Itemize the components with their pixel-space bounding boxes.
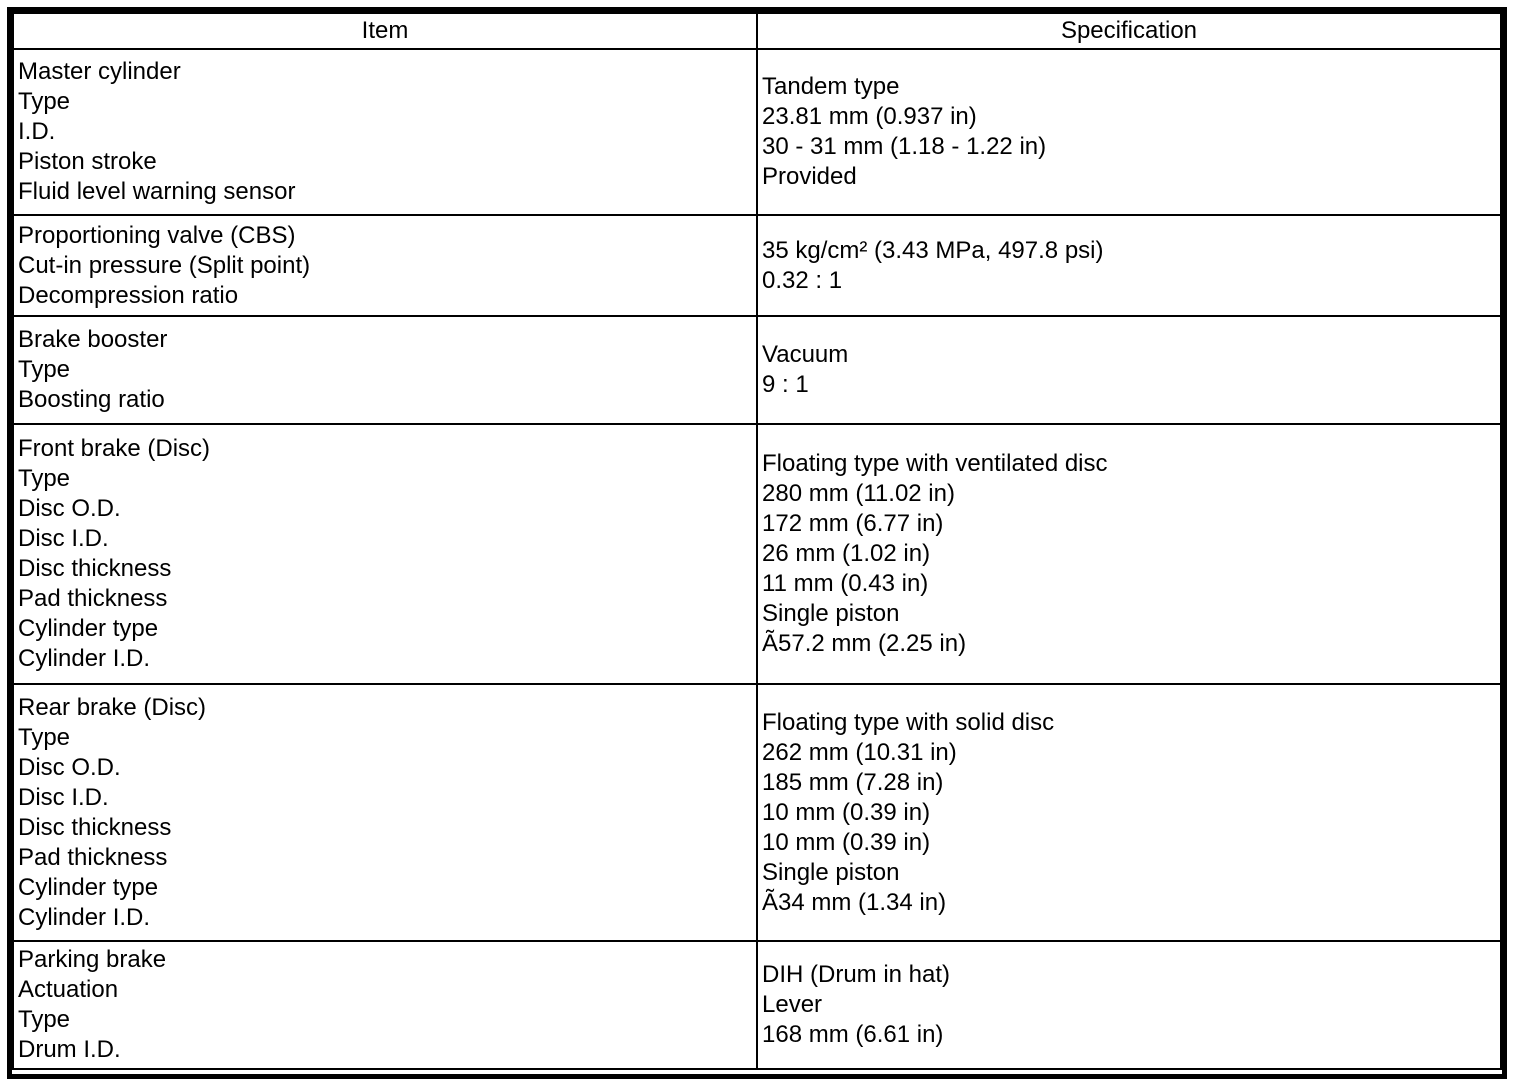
item-line: Type (18, 723, 71, 751)
spec-line: Single piston (762, 858, 900, 886)
item-cell (13, 424, 757, 684)
item-line: Piston stroke (18, 148, 157, 175)
item-line: Disc O.D. (18, 753, 121, 781)
table-row (13, 316, 1501, 424)
item-line: Type (18, 1006, 71, 1033)
item-line: Cylinder I.D. (18, 645, 151, 672)
specification-table (7, 7, 1507, 1079)
spec-line: 10 mm (0.39 in) (762, 828, 931, 856)
item-line: Rear brake (Disc) (18, 693, 207, 721)
item-line: Fluid level warning sensor (18, 178, 296, 205)
spec-line: 11 mm (0.43 in) (762, 570, 929, 597)
item-line: Disc thickness (18, 813, 172, 841)
item-line: Parking brake (18, 946, 167, 973)
item-line: Actuation (18, 976, 119, 1003)
spec-line: 168 mm (6.61 in) (762, 1021, 944, 1048)
item-line: Cylinder type (18, 873, 159, 901)
spec-line: 262 mm (10.31 in) (762, 738, 957, 766)
table-row (13, 941, 1501, 1069)
spec-line: 185 mm (7.28 in) (762, 768, 944, 796)
specification-cell (757, 424, 1501, 684)
item-line: Cylinder type (18, 615, 159, 642)
item-cell (13, 49, 757, 215)
item-cell (13, 215, 757, 316)
item-line: Master cylinder (18, 58, 181, 85)
item-line: Decompression ratio (18, 281, 239, 309)
specification-cell (757, 316, 1501, 424)
brake-spec-table (12, 12, 1502, 1070)
spec-line: 9 : 1 (762, 371, 809, 398)
item-line: Disc I.D. (18, 525, 109, 552)
item-line: I.D. (18, 118, 56, 145)
item-line: Type (18, 356, 71, 383)
item-line: Type (18, 465, 71, 492)
table-row (13, 215, 1501, 316)
spec-line: 35 kg/cm² (3.43 MPa, 497.8 psi) (762, 236, 1104, 264)
column-header-item: Item (13, 13, 757, 49)
item-line: Disc I.D. (18, 783, 109, 811)
spec-line: 26 mm (1.02 in) (762, 540, 931, 567)
specification-cell (757, 215, 1501, 316)
item-line: Cylinder I.D. (18, 903, 151, 931)
table-row (13, 49, 1501, 215)
table-body (13, 49, 1501, 1069)
item-line: Proportioning valve (CBS) (18, 221, 296, 249)
spec-line: Floating type with solid disc (762, 708, 1055, 736)
table-header-row (13, 13, 1501, 49)
specification-cell (757, 941, 1501, 1069)
specification-cell (757, 49, 1501, 215)
spec-line: 30 - 31 mm (1.18 - 1.22 in) (762, 133, 1047, 160)
spec-line: 23.81 mm (0.937 in) (762, 103, 977, 130)
item-line: Pad thickness (18, 585, 168, 612)
item-line: Brake booster (18, 326, 168, 353)
table-row (13, 424, 1501, 684)
spec-line: Single piston (762, 600, 900, 627)
item-line: Front brake (Disc) (18, 435, 211, 462)
item-cell (13, 941, 757, 1069)
spec-line: Floating type with ventilated disc (762, 450, 1108, 477)
spec-line: 0.32 : 1 (762, 266, 843, 294)
column-header-specification: Specification (757, 13, 1501, 49)
spec-line: 10 mm (0.39 in) (762, 798, 931, 826)
spec-line: Vacuum (762, 341, 849, 368)
spec-line: Provided (762, 163, 857, 190)
item-line: Pad thickness (18, 843, 168, 871)
item-line: Disc O.D. (18, 495, 121, 522)
item-line: Disc thickness (18, 555, 172, 582)
spec-line: DIH (Drum in hat) (762, 961, 951, 988)
spec-line: 280 mm (11.02 in) (762, 480, 955, 507)
item-line: Type (18, 88, 71, 115)
spec-line: Lever (762, 991, 823, 1018)
item-line: Boosting ratio (18, 386, 165, 413)
item-line: Cut-in pressure (Split point) (18, 251, 311, 279)
spec-line: 172 mm (6.77 in) (762, 510, 944, 537)
spec-line: Tandem type (762, 73, 900, 100)
spec-line: Ã57.2 mm (2.25 in) (762, 630, 967, 657)
table-row (13, 684, 1501, 941)
item-cell (13, 316, 757, 424)
item-cell (13, 684, 757, 941)
specification-cell (757, 684, 1501, 941)
item-line: Drum I.D. (18, 1036, 121, 1063)
spec-line: Ã34 mm (1.34 in) (762, 888, 947, 916)
